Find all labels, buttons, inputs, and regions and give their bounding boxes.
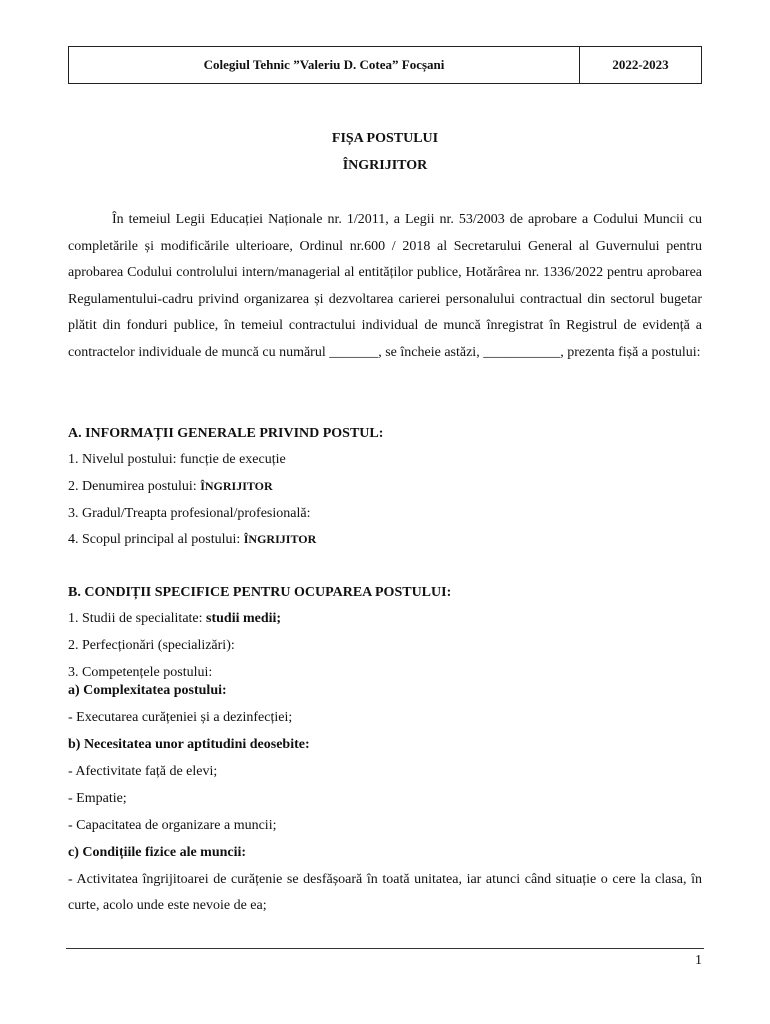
- section-a-item-4: [68, 532, 702, 548]
- section-b-sub-b: b) Necesitatea unor aptitudini deosebite:: [68, 737, 310, 752]
- section-b-item-1-label: 1. Studii de specialitate:: [68, 611, 207, 626]
- section-b-sub-c-item-1: - Activitatea îngrijitoarei de curățenie se desfășoară în toată unitatea, iar atunci când situație o cere la clasa, în curte, acolo unde este nevoie de ea;: [68, 872, 702, 913]
- section-a-item-4-label: 4. Scopul principal al postului:: [68, 532, 244, 547]
- section-b-sub-b-item-1: - Afectivitate față de elevi;: [68, 764, 218, 779]
- section-a-heading: A. INFORMAȚII GENERALE PRIVIND POSTUL:: [68, 426, 384, 441]
- footer-divider: [66, 948, 704, 949]
- section-b-sub-a-item-1: - Executarea curățeniei și a dezinfecției;: [68, 710, 293, 725]
- document-title: FIȘA POSTULUI: [331, 131, 439, 146]
- section-b-sub-c: c) Condițiile fizice ale muncii:: [68, 845, 247, 860]
- section-b-item-1: [68, 611, 702, 627]
- section-a-item-2: [68, 479, 702, 495]
- section-b-item-2: 2. Perfecționări (specializări):: [68, 638, 235, 653]
- section-b-sub-b-item-2: - Empatie;: [68, 791, 127, 806]
- school-name: Colegiul Tehnic ”Valeriu D. Cotea” Focșani: [69, 47, 580, 83]
- section-a-item-1: 1. Nivelul postului: funcție de execuție: [68, 452, 286, 467]
- section-a-item-2-label: 2. Denumirea postului:: [68, 479, 201, 494]
- section-a-item-4-value: ÎNGRIJITOR: [243, 532, 317, 546]
- section-b-sub-b-item-3: - Capacitatea de organizare a muncii;: [68, 818, 277, 833]
- document-subtitle: ÎNGRIJITOR: [342, 158, 428, 173]
- header-table: [68, 46, 702, 84]
- section-b-sub-a: a) Complexitatea postului:: [68, 683, 227, 698]
- school-year: 2022-2023: [612, 57, 669, 72]
- page-number: 1: [695, 953, 702, 968]
- section-a-item-3: 3. Gradul/Treapta profesional/profesională:: [68, 506, 311, 521]
- section-a-item-2-value: ÎNGRIJITOR: [200, 479, 273, 493]
- intro-paragraph: În temeiul Legii Educației Naționale nr. 1/2011, a Legii nr. 53/2003 de aprobare a Codului Muncii cu completările și modificările ulterioare, Ordinul nr.600 / 2018 al Secretarului General al Guvernului pentru aprobarea Codului controlului intern/managerial al entităților publice, Hotărârea nr. 1336/2022 pentru aprobarea Regulamentului-cadru privind organizarea și dezvoltarea carierei personalului contractual din sectorul bugetar plătit din fonduri publice, în temeiul contractului individual de muncă înregistrat în Registrul de evidență a contractelor individuale de muncă cu numărul _______, se încheie astăzi, ___________, prezenta fișă a postului:: [68, 212, 702, 360]
- section-b-item-3: 3. Competențele postului:: [68, 665, 213, 680]
- section-b-item-1-value: studii medii;: [206, 611, 282, 626]
- section-b-heading: B. CONDIȚII SPECIFICE PENTRU OCUPAREA POSTULUI:: [68, 585, 452, 600]
